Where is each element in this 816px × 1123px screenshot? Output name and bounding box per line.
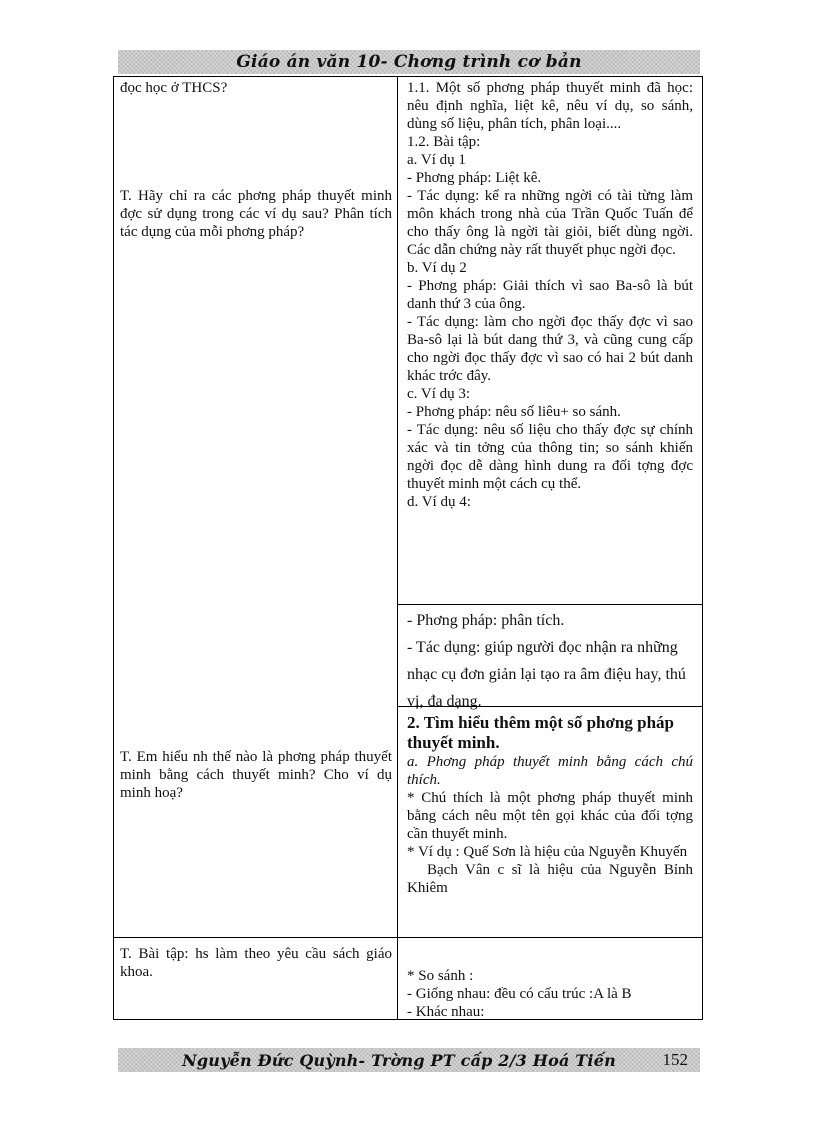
- lesson-table: [113, 76, 703, 1020]
- question-3: T. Em hiểu nh thế nào là phơng pháp thuyết minh bằng cách thuyết minh? Cho ví dụ minh hoạ?: [120, 749, 392, 801]
- example-d-method: - Phơng pháp: phân tích.: [407, 612, 565, 629]
- row-divider: [398, 706, 702, 707]
- row-divider: [114, 937, 397, 938]
- content-column: [398, 77, 702, 1019]
- page-number: 152: [662, 1050, 688, 1069]
- content-block-1: [407, 79, 693, 511]
- question-1: đọc học ở THCS?: [120, 80, 228, 96]
- footer-banner: [118, 1048, 700, 1072]
- example-b-method: - Phơng pháp: Giải thích vì sao Ba-sô là bút danh thứ 3 của ông.: [407, 278, 693, 312]
- method-a-heading: a. Phơng pháp thuyết minh bằng cách chú thích.: [407, 754, 693, 788]
- question-4: T. Bài tập: hs làm theo yêu cầu sách giáo khoa.: [120, 946, 392, 980]
- content-block-3: [407, 713, 693, 897]
- row-divider: [398, 604, 702, 605]
- content-block-4: [407, 967, 693, 1021]
- comparison-similar: - Giống nhau: đều có cấu trúc :A là B: [407, 986, 632, 1002]
- comparison-different: - Khác nhau:: [407, 1004, 485, 1020]
- example-a-method: - Phơng pháp: Liệt kê.: [407, 170, 542, 186]
- example-c-effect: - Tác dụng: nêu số liệu cho thấy đợc sự chính xác và tin tởng của thông tin; so sánh khiến ngời đọc dễ dàng hình dung ra đối tợng đợc thuyết minh một cách cụ thể.: [407, 422, 693, 492]
- teacher-column: [114, 77, 398, 1019]
- example-b-heading: b. Ví dụ 2: [407, 260, 467, 276]
- example-d-effect: - Tác dụng: giúp người đọc nhận ra những nhạc cụ đơn giản lại tạo ra âm điệu hay, thú vị, đa dạng.: [407, 639, 686, 710]
- example-c-heading: c. Ví dụ 3:: [407, 386, 471, 402]
- section-2-heading: 2. Tìm hiểu thêm một số phơng pháp thuyết minh.: [407, 713, 674, 752]
- annotation-example-2: Bạch Vân c sĩ là hiệu của Nguyễn Bỉnh Khiêm: [407, 862, 693, 896]
- footer-author: Nguyễn Đức Quỳnh- Trờng PT cấp 2/3 Hoá Tiến: [182, 1050, 616, 1070]
- example-d-heading: d. Ví dụ 4:: [407, 494, 471, 510]
- comparison-heading: * So sánh :: [407, 968, 474, 984]
- example-b-effect: - Tác dụng: làm cho ngời đọc thấy đợc vì sao Ba-sô lại là bút dang thứ 3, và cũng cung cấp cho ngời đọc thấy đợc vì sao có hai 2 bút danh khác trớc đây.: [407, 314, 693, 384]
- content-1-1: 1.1. Một số phơng pháp thuyết minh đã học: nêu định nghĩa, liệt kê, nêu ví dụ, so sánh, dùng số liệu, phân tích, phân loại....: [407, 80, 693, 132]
- row-divider: [398, 937, 702, 938]
- header-banner: [118, 50, 700, 74]
- example-c-method: - Phơng pháp: nêu số liêu+ so sánh.: [407, 404, 621, 420]
- content-1-2: 1.2. Bài tập:: [407, 134, 481, 150]
- header-title: Giáo án văn 10- Chơng trình cơ bản: [236, 52, 582, 72]
- example-a-effect: - Tác dụng: kể ra những ngời có tài từng làm môn khách trong nhà của Trần Quốc Tuấn để cho thấy ông là ngời tài giỏi, biết dùng ngời. Các dẫn chứng này rất thuyết phục ngời đọc.: [407, 188, 693, 258]
- annotation-definition: * Chú thích là một phơng pháp thuyết minh bằng cách nêu một tên gọi khác của đối tợng cần thuyết minh.: [407, 790, 693, 842]
- content-block-2: [407, 607, 693, 715]
- example-a-heading: a. Ví dụ 1: [407, 152, 466, 168]
- annotation-example-1: * Ví dụ : Quế Sơn là hiệu của Nguyễn Khuyến: [407, 844, 688, 860]
- question-2: T. Hãy chỉ ra các phơng pháp thuyết minh đợc sử dụng trong các ví dụ sau? Phân tích tác dụng của mỗi phơng pháp?: [120, 188, 392, 240]
